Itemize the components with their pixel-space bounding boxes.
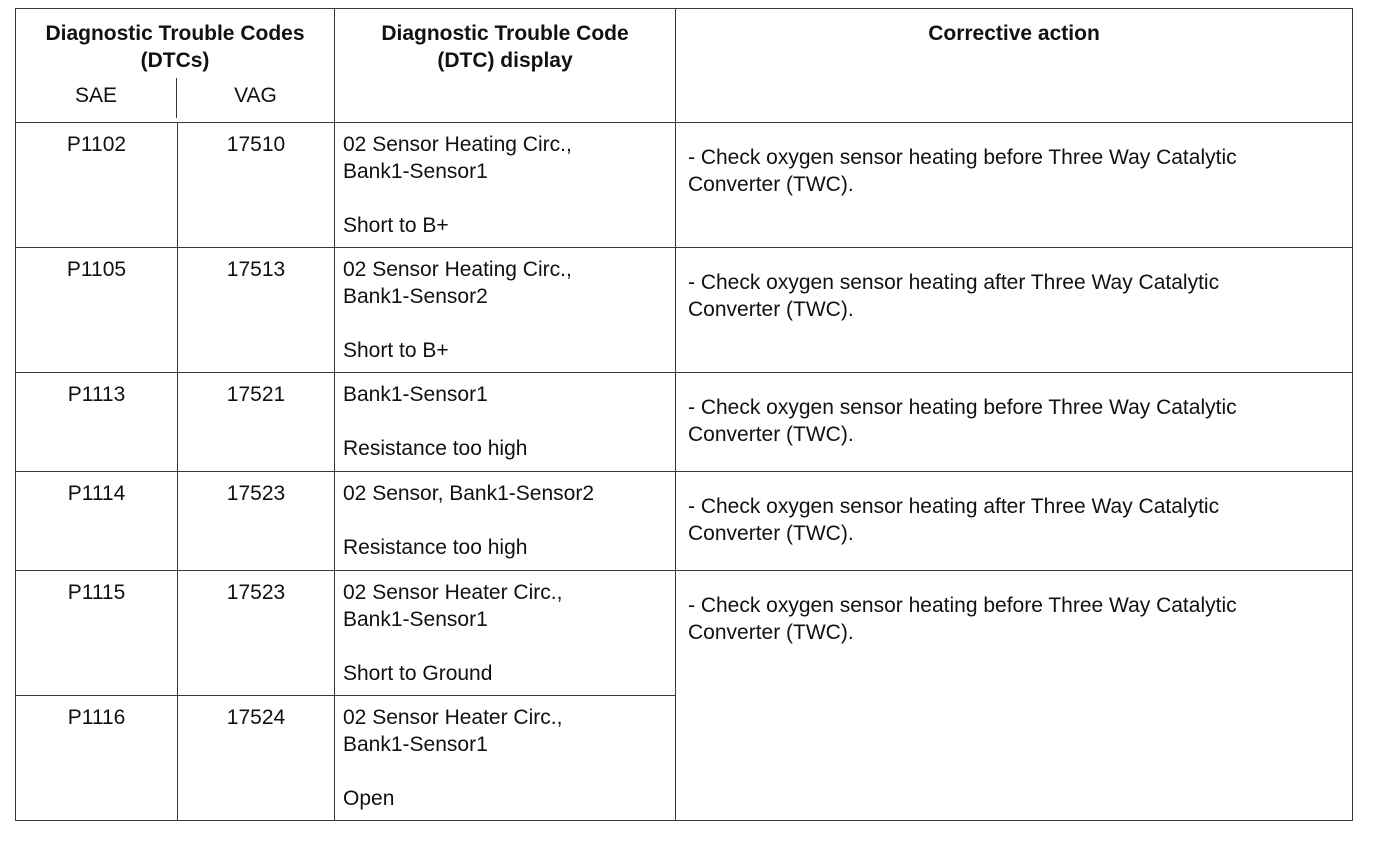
dtc-condition: Open bbox=[343, 787, 395, 810]
dtc-display bbox=[335, 248, 676, 373]
header-action-title: Corrective action bbox=[928, 22, 1100, 45]
action-line: - Check oxygen sensor heating before Three Way Catalytic bbox=[688, 396, 1237, 419]
action-line: Converter (TWC). bbox=[688, 522, 854, 545]
action-line: Converter (TWC). bbox=[688, 423, 854, 446]
header-codes-subtitle: (DTCs) bbox=[140, 49, 210, 72]
dtc-display-line: 02 Sensor Heating Circ., bbox=[343, 258, 572, 281]
corrective-action bbox=[676, 248, 1353, 373]
dtc-display bbox=[335, 696, 676, 821]
table-row bbox=[16, 373, 1353, 472]
header-display-cell bbox=[335, 9, 676, 123]
action-line: - Check oxygen sensor heating before Three Way Catalytic bbox=[688, 594, 1237, 617]
sae-code: P1114 bbox=[16, 472, 178, 571]
dtc-condition: Resistance too high bbox=[343, 536, 528, 559]
dtc-condition: Resistance too high bbox=[343, 437, 528, 460]
header-sae: SAE bbox=[16, 78, 177, 118]
sae-code: P1115 bbox=[16, 571, 178, 696]
table-row bbox=[16, 571, 1353, 696]
vag-code: 17524 bbox=[178, 696, 335, 821]
sae-code: P1113 bbox=[16, 373, 178, 472]
sae-code: P1102 bbox=[16, 123, 178, 248]
dtc-display-line: Bank1-Sensor1 bbox=[343, 733, 488, 756]
vag-code: 17510 bbox=[178, 123, 335, 248]
header-display-subtitle: (DTC) display bbox=[437, 49, 573, 72]
vag-code: 17513 bbox=[178, 248, 335, 373]
header-row bbox=[16, 9, 1353, 123]
vag-code: 17523 bbox=[178, 571, 335, 696]
dtc-condition: Short to B+ bbox=[343, 339, 449, 362]
sae-code: P1105 bbox=[16, 248, 178, 373]
dtc-condition: Short to B+ bbox=[343, 214, 449, 237]
header-codes-cell bbox=[16, 9, 335, 123]
dtc-display-line: 02 Sensor, Bank1-Sensor2 bbox=[343, 482, 594, 505]
dtc-display-line: 02 Sensor Heater Circ., bbox=[343, 706, 563, 729]
dtc-display-line: 02 Sensor Heater Circ., bbox=[343, 581, 563, 604]
dtc-display-line: Bank1-Sensor1 bbox=[343, 160, 488, 183]
action-line: - Check oxygen sensor heating after Three Way Catalytic bbox=[688, 271, 1220, 294]
dtc-display-line: Bank1-Sensor2 bbox=[343, 285, 488, 308]
action-line: Converter (TWC). bbox=[688, 298, 854, 321]
corrective-action bbox=[676, 571, 1353, 821]
header-action-cell bbox=[676, 9, 1353, 123]
dtc-table bbox=[15, 8, 1353, 821]
vag-code: 17521 bbox=[178, 373, 335, 472]
dtc-condition: Short to Ground bbox=[343, 662, 493, 685]
dtc-display-line: Bank1-Sensor1 bbox=[343, 608, 488, 631]
corrective-action bbox=[676, 123, 1353, 248]
table-row bbox=[16, 472, 1353, 571]
dtc-display bbox=[335, 571, 676, 696]
action-line: Converter (TWC). bbox=[688, 173, 854, 196]
header-vag: VAG bbox=[234, 84, 277, 107]
header-subcolumns bbox=[16, 78, 334, 118]
dtc-display-line: 02 Sensor Heating Circ., bbox=[343, 133, 572, 156]
sae-code: P1116 bbox=[16, 696, 178, 821]
dtc-display bbox=[335, 472, 676, 571]
table-row bbox=[16, 248, 1353, 373]
action-line: Converter (TWC). bbox=[688, 621, 854, 644]
action-line: - Check oxygen sensor heating before Three Way Catalytic bbox=[688, 146, 1237, 169]
vag-code: 17523 bbox=[178, 472, 335, 571]
dtc-display-line: Bank1-Sensor1 bbox=[343, 383, 488, 406]
dtc-display bbox=[335, 373, 676, 472]
header-codes-title: Diagnostic Trouble Codes bbox=[45, 22, 305, 45]
corrective-action bbox=[676, 472, 1353, 571]
header-display-title: Diagnostic Trouble Code bbox=[381, 22, 629, 45]
corrective-action bbox=[676, 373, 1353, 472]
dtc-display bbox=[335, 123, 676, 248]
table-row bbox=[16, 123, 1353, 248]
action-line: - Check oxygen sensor heating after Three Way Catalytic bbox=[688, 495, 1220, 518]
